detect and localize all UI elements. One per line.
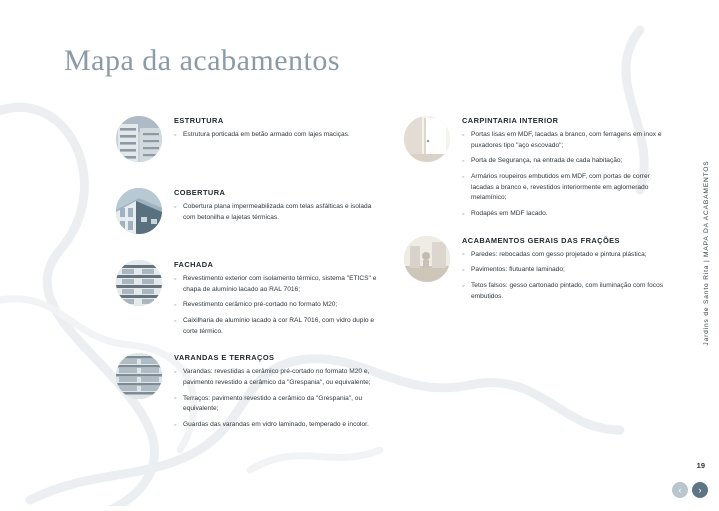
balconies-terrace-photo [116, 353, 162, 399]
vertical-label-separator: | [703, 259, 710, 262]
list-item: ◦ Estrutura porticada em betão armado com lajes maciças. [174, 130, 378, 141]
section-heading: CARPINTARIA INTERIOR [462, 116, 559, 125]
list-item: ◦ Varandas: revestidas a cerâmico pré-cortado no formato M20 e, pavimento revestido a cerâmico da "Grespania", ou equivalente; [174, 367, 378, 388]
section-estrutura [116, 116, 378, 172]
list-item: ◦ Paredes: rebocadas com gesso projetado e pintura plástica; [462, 250, 666, 261]
section-heading: FACHADA [174, 260, 214, 269]
list-item: ◦ Terraços: pavimento revestido a cerâmico da "Grespania", ou equivalente; [174, 394, 378, 415]
facade-balconies-photo [116, 260, 162, 306]
section-varandas-terracos [116, 353, 378, 430]
list-item: ◦ Tetos falsos: gesso cartonado pintado, com iluminação com focos embutidos. [462, 281, 666, 302]
section-cobertura [116, 188, 378, 244]
left-column [116, 116, 378, 447]
list-item: ◦ Revestimento exterior com isolamento térmico, sistema "ETICS" e chapa de alumínio lacado ao RAL 7016; [174, 274, 378, 295]
section-items [174, 367, 378, 430]
section-heading: COBERTURA [174, 188, 226, 197]
section-fachada [116, 260, 378, 337]
prev-page-button[interactable]: ‹ [672, 482, 688, 498]
section-heading: VARANDAS E TERRAÇOS [174, 353, 275, 363]
list-item: ◦ Pavimentos: flutuante laminado; [462, 265, 666, 276]
next-page-button[interactable]: › [692, 482, 708, 498]
roof-photo [116, 188, 162, 234]
section-items [462, 250, 666, 303]
section-carpintaria-interior [404, 116, 666, 220]
navigation-controls [672, 482, 708, 498]
vertical-label-section: MAPA DA ACABAMENTOS [703, 160, 710, 257]
section-heading: ESTRUTURA [174, 116, 224, 125]
section-items [174, 202, 378, 223]
list-item: ◦ Revestimento cerâmico pré-cortado no formato M20; [174, 300, 378, 311]
list-item: ◦ Caixilharia de alumínio lacado à cor RAL 7016, com vidro duplo e corte térmico. [174, 316, 378, 337]
right-column [404, 116, 666, 318]
page-number: 19 [696, 461, 705, 470]
section-heading: ACABAMENTOS GERAIS DAS FRAÇÕES [462, 235, 620, 245]
vertical-label-project: Jardins de Santo Rita [703, 264, 710, 346]
list-item: ◦ Rodapés em MDF lacado. [462, 209, 666, 220]
list-item: ◦ Cobertura plana impermeabilizada com telas asfálticas e isolada com betonilha e lajetas térmicas. [174, 202, 378, 223]
section-acabamentos-gerais [404, 236, 666, 303]
list-item: ◦ Portas lisas em MDF, lacadas a branco, com ferragens em inox e puxadores tipo "aço escovado"; [462, 130, 666, 151]
list-item: ◦ Porta de Segurança, na entrada de cada habitação; [462, 156, 666, 167]
section-items [462, 130, 666, 220]
sidebar-vertical-label [703, 160, 710, 345]
page-title: Mapa da acabamentos [64, 44, 341, 77]
building-facade-photo [116, 116, 162, 162]
list-item: ◦ Guardas das varandas em vidro laminado, temperado e incolor. [174, 420, 378, 431]
section-items [174, 274, 378, 337]
interior-room-photo [404, 236, 450, 282]
section-items [174, 130, 378, 141]
list-item: ◦ Armários roupeiros embutidos em MDF, com portas de correr lacadas a branco e, revestidos interiormente em aglomerado melamínico; [462, 172, 666, 204]
interior-door-photo [404, 116, 450, 162]
